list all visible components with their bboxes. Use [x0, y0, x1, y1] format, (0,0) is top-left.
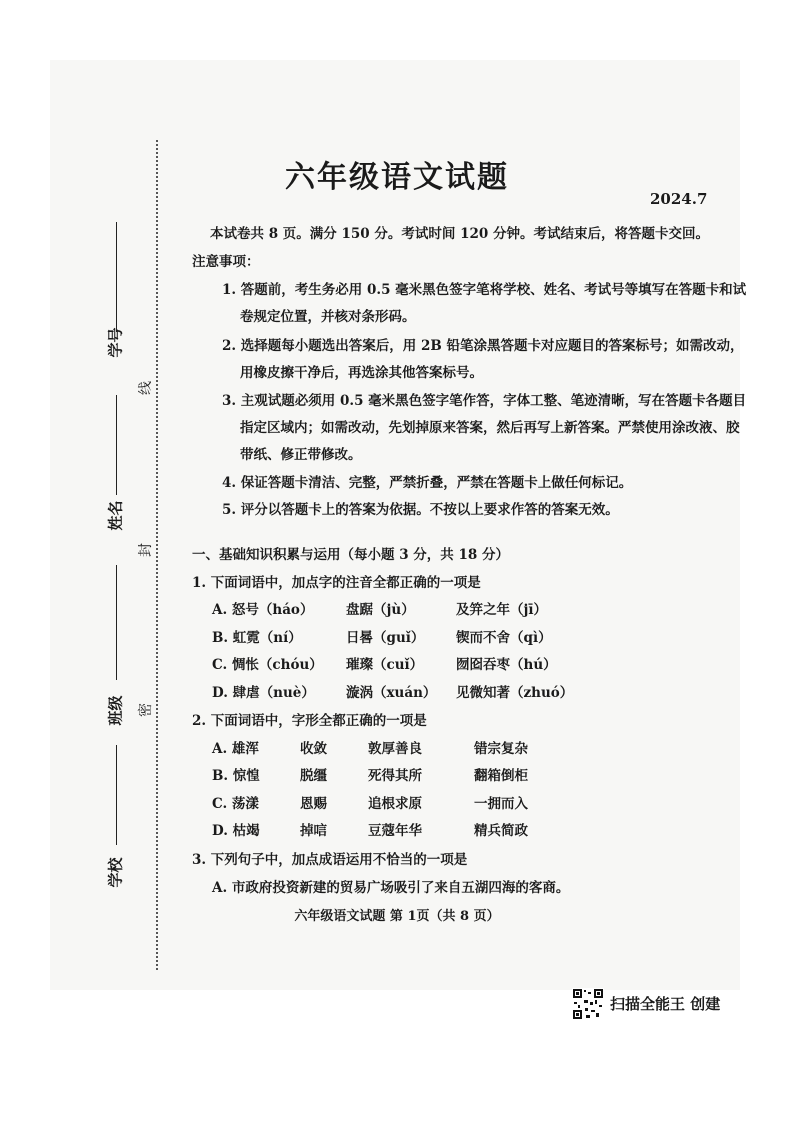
notice-line: 卷规定位置，并核对条形码。 [240, 309, 416, 325]
student-no-underline [116, 222, 117, 332]
q2-option-a-2: 收敛 [300, 741, 327, 757]
q2-option-a-3: 敦厚善良 [368, 741, 422, 757]
notice-line: 带纸、修正带修改。 [240, 447, 362, 463]
notice-title: 注意事项： [192, 254, 260, 270]
class-label: 班级 [106, 695, 125, 726]
intro-text: 本试卷共 8 页。满分 150 分。考试时间 120 分钟。考试结束后，将答题卡交回。 [210, 226, 709, 242]
q1-option-b-1: B. 虹霓（ní） [212, 630, 302, 646]
notice-line: 指定区域内；如需改动，先划掉原来答案，然后再写上新答案。严禁使用涂改液、胶 [240, 420, 740, 436]
q1-option-c-1: C. 惆怅（chóu） [212, 657, 323, 673]
q1-option-d-1: D. 肆虐（nuè） [212, 685, 315, 701]
seal-dotted-line [156, 140, 158, 970]
q2-option-b-3: 死得其所 [368, 768, 422, 784]
q2-option-d-2: 掉唁 [300, 823, 327, 839]
q1-option-a-2: 盘踞（jù） [346, 602, 415, 618]
notice-line: 用橡皮擦干净后，再选涂其他答案标号。 [240, 365, 483, 381]
school-label: 学校 [106, 857, 125, 888]
q2-option-a-1: A. 雄浑 [212, 741, 259, 757]
seal-mark-secret: 密 [138, 703, 154, 717]
page-title: 六年级语文试题 [285, 160, 509, 195]
q2-option-d-1: D. 枯竭 [212, 823, 260, 839]
q2-option-a-4: 错宗复杂 [474, 741, 528, 757]
question-3-stem: 3. 下列句子中，加点成语运用不恰当的一项是 [192, 852, 468, 868]
notice-line: 4. 保证答题卡清洁、完整，严禁折叠，严禁在答题卡上做任何标记。 [222, 475, 633, 491]
q1-option-d-3: 见微知著（zhuó） [456, 685, 574, 701]
q2-option-c-2: 恩赐 [300, 796, 327, 812]
q2-option-d-3: 豆蔻年华 [368, 823, 422, 839]
question-1-stem: 1. 下面词语中，加点字的注音全都正确的一项是 [192, 575, 481, 591]
q2-option-c-1: C. 荡漾 [212, 796, 259, 812]
notice-line: 2. 选择题每小题选出答案后，用 2B 铅笔涂黑答题卡对应题目的答案标号；如需改动， [222, 338, 744, 354]
q2-option-b-1: B. 惊惶 [212, 768, 260, 784]
q2-option-b-4: 翻箱倒柜 [474, 768, 528, 784]
page-footer: 六年级语文试题 第 1页（共 8 页） [294, 909, 500, 924]
seal-mark-line: 线 [138, 381, 154, 395]
notice-line: 3. 主观试题必须用 0.5 毫米黑色签字笔作答，字体工整、笔迹清晰，写在答题卡各题目 [222, 393, 747, 409]
student-no-label: 学号 [106, 327, 125, 358]
qr-code-icon [572, 988, 604, 1020]
exam-date: 2024.7 [650, 190, 708, 208]
section-heading: 一、基础知识积累与运用（每小题 3 分，共 18 分） [192, 547, 509, 563]
q1-option-d-2: 漩涡（xuán） [346, 685, 437, 701]
notice-line: 5. 评分以答题卡上的答案为依据。不按以上要求作答的答案无效。 [222, 502, 619, 518]
name-label: 姓名 [106, 500, 125, 531]
q3-option-a: A. 市政府投资新建的贸易广场吸引了来自五湖四海的客商。 [212, 880, 570, 896]
class-underline [116, 565, 117, 680]
school-underline [116, 745, 117, 845]
q2-option-b-2: 脱缰 [300, 768, 327, 784]
notice-line: 1. 答题前，考生务必用 0.5 毫米黑色签字笔将学校、姓名、考试号等填写在答题卡和试 [222, 282, 747, 298]
q2-option-c-3: 追根求原 [368, 796, 422, 812]
q1-option-a-3: 及笄之年（jī） [456, 602, 548, 618]
q1-option-c-3: 囫囵吞枣（hú） [456, 657, 557, 673]
seal-mark-seal: 封 [138, 543, 154, 557]
q2-option-d-4: 精兵简政 [474, 823, 528, 839]
q2-option-c-4: 一拥而入 [474, 796, 528, 812]
question-2-stem: 2. 下面词语中，字形全都正确的一项是 [192, 713, 427, 729]
name-underline [116, 395, 117, 495]
q1-option-b-3: 锲而不舍（qì） [456, 630, 552, 646]
q1-option-b-2: 日晷（guǐ） [346, 630, 425, 646]
q1-option-c-2: 璀璨（cuǐ） [346, 657, 424, 673]
q1-option-a-1: A. 怒号（háo） [212, 602, 314, 618]
scanner-brand: 扫描全能王 创建 [610, 995, 721, 1013]
